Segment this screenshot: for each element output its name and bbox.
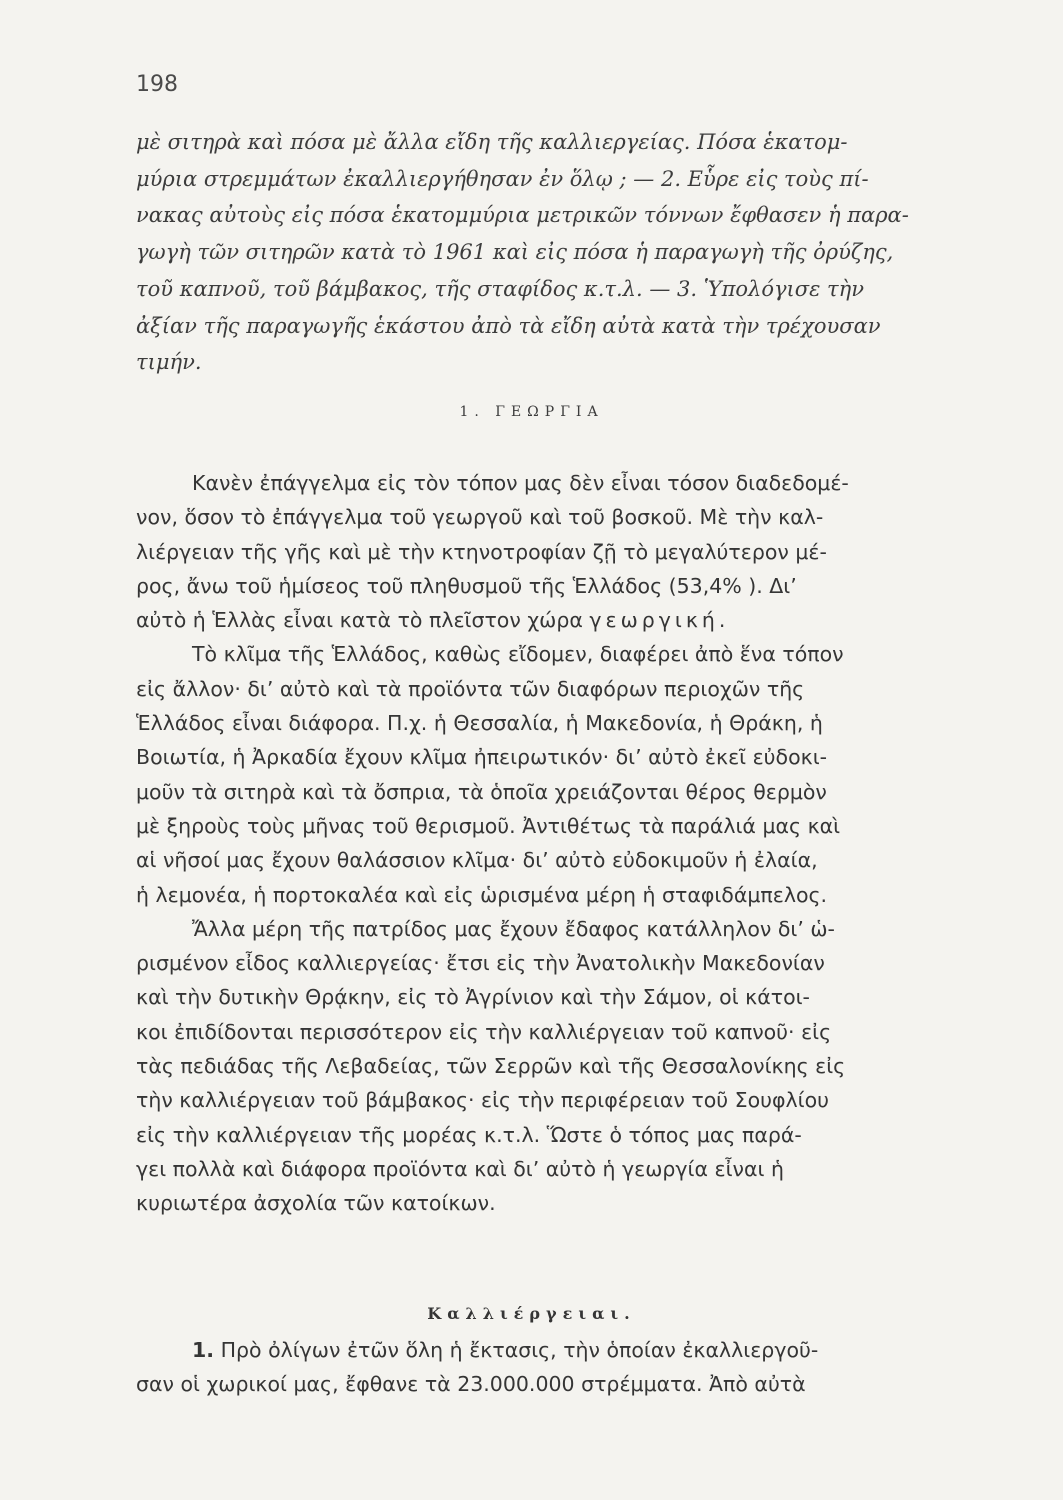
text-line	[136, 1333, 986, 1367]
section-body	[136, 466, 986, 1221]
page-number: 198	[136, 72, 178, 97]
text-line: ἡ λεμονέα, ἡ πορτοκαλέα καὶ εἰς ὡρισμένα μέρη ἡ σταφιδάμπελος.	[136, 882, 828, 907]
emphasized-word: γεωργική	[589, 608, 719, 633]
text-line: σαν οἱ χωρικοί μας, ἔφθανε τὰ 23.000.000 στρέμματα. Ἀπὸ αὐτὰ	[136, 1372, 806, 1397]
text-line: τὴν καλλιέργειαν τοῦ βάμβακος· εἰς τὴν περιφέρειαν τοῦ Σουφλίου	[136, 1088, 829, 1113]
text-line: κυριωτέρα ἀσχολία τῶν κατοίκων.	[136, 1191, 496, 1216]
text-line: εἰς τὴν καλλιέργειαν τῆς μορέας κ.τ.λ. Ὥστε ὁ τόπος μας παρά-	[136, 1122, 802, 1147]
text-line: γει πολλὰ καὶ διάφορα προϊόντα καὶ δι’ αὐτὸ ἡ γεωργία εἶναι ἡ	[136, 1156, 784, 1181]
text-line: γωγὴ τῶν σιτηρῶν κατὰ τὸ 1961 καὶ εἰς πόσα ἡ παραγωγὴ τῆς ὀρύζης,	[136, 240, 894, 265]
text-line: ἀξίαν τῆς παραγωγῆς ἑκάστου ἀπὸ τὰ εἴδη αὐτὰ κατὰ τὴν τρέχουσαν	[136, 313, 881, 338]
text-line: Ἑλλάδος εἶναι διάφορα. Π.χ. ἡ Θεσσαλία, ἡ Μακεδονία, ἡ Θράκη, ἡ	[136, 711, 823, 736]
line-text: Πρὸ ὀλίγων ἐτῶν ὅλη ἡ ἔκτασις, τὴν ὁποίαν ἐκαλλιεργοῦ-	[214, 1338, 819, 1362]
text-line: Βοιωτία, ἡ Ἀρκαδία ἔχουν κλῖμα ἠπειρωτικόν· δι’ αὐτὸ ἐκεῖ εὐδοκι-	[136, 745, 828, 770]
text-line: καὶ τὴν δυτικὴν Θρᾴκην, εἰς τὸ Ἀγρίνιον καὶ τὴν Σάμον, οἱ κάτοι-	[136, 985, 810, 1010]
text-line: Ἄλλα μέρη τῆς πατρίδος μας ἔχουν ἔδαφος κατάλληλον δι’ ὡ-	[192, 916, 835, 941]
text-line: Κανὲν ἐπάγγελμα εἰς τὸν τόπον μας δὲν εἶναι τόσον διαδεδομέ-	[192, 471, 849, 495]
text-line: τιμήν.	[136, 350, 202, 375]
text-line: Τὸ κλῖμα τῆς Ἑλλάδος, καθὼς εἴδομεν, διαφέρει ἀπὸ ἕνα τόπον	[192, 642, 844, 667]
text-line: αἱ νῆσοί μας ἔχουν θαλάσσιον κλῖμα· δι’ αὐτὸ εὐδοκιμοῦν ἡ ἐλαία,	[136, 848, 818, 873]
text-line: τοῦ καπνοῦ, τοῦ βάμβακος, τῆς σταφίδος κ.τ.λ. — 3. Ὑπολόγισε τὴν	[136, 276, 865, 301]
cultivation-section	[136, 1333, 986, 1402]
text-line: εἰς ἄλλον· δι’ αὐτὸ καὶ τὰ προϊόντα τῶν διαφόρων περιοχῶν τῆς	[136, 676, 805, 701]
sub-heading: Καλλιέργειαι.	[427, 1304, 636, 1323]
line-prefix: αὐτὸ ἡ Ἑλλὰς εἶναι κατὰ τὸ πλεῖστον χώρα	[136, 608, 590, 633]
text-line: μοῦν τὰ σιτηρὰ καὶ τὰ ὄσπρια, τὰ ὁποῖα χρειάζονται θέρος θερμὸν	[136, 779, 827, 804]
text-line: λιέργειαν τῆς γῆς καὶ μὲ τὴν κτηνοτροφίαν ζῇ τὸ μεγαλύτερον μέ-	[136, 539, 827, 564]
text-line: μύρια στρεμμάτων ἐκαλλιεργήθησαν ἐν ὅλῳ ; — 2. Εὗρε εἰς τοὺς πί-	[136, 166, 869, 191]
item-number: 1.	[192, 1338, 215, 1362]
text-line: τὰς πεδιάδας τῆς Λεβαδείας, τῶν Σερρῶν καὶ τῆς Θεσσαλονίκης εἰς	[136, 1054, 846, 1079]
line-suffix: .	[718, 608, 726, 633]
exercise-questions	[136, 124, 986, 381]
text-line: νακας αὐτοὺς εἰς πόσα ἑκατομμύρια μετρικῶν τόννων ἔφθασεν ἡ παρα-	[136, 203, 909, 228]
text-line: μὲ ξηροὺς τοὺς μῆνας τοῦ θερισμοῦ. Ἀντιθέτως τὰ παράλιά μας καὶ	[136, 813, 841, 838]
text-line: μὲ σιτηρὰ καὶ πόσα μὲ ἄλλα εἴδη τῆς καλλιεργείας. Πόσα ἑκατομ-	[136, 130, 848, 154]
text-line: νον, ὅσον τὸ ἐπάγγελμα τοῦ γεωργοῦ καὶ τοῦ βοσκοῦ. Μὲ τὴν καλ-	[136, 505, 824, 530]
text-line: κοι ἐπιδίδονται περισσότερον εἰς τὴν καλλιέργειαν τοῦ καπνοῦ· εἰς	[136, 1019, 832, 1044]
text-line: ρος, ἄνω τοῦ ἡμίσεος τοῦ πληθυσμοῦ τῆς Ἑλλάδος (53,4% ). Δι’	[136, 573, 797, 598]
section-heading: 1. ΓΕΩΡΓΙΑ	[459, 404, 604, 420]
text-line	[136, 603, 986, 637]
text-line: ρισμένον εἶδος καλλιεργείας· ἔτσι εἰς τὴν Ἀνατολικὴν Μακεδονίαν	[136, 951, 825, 976]
